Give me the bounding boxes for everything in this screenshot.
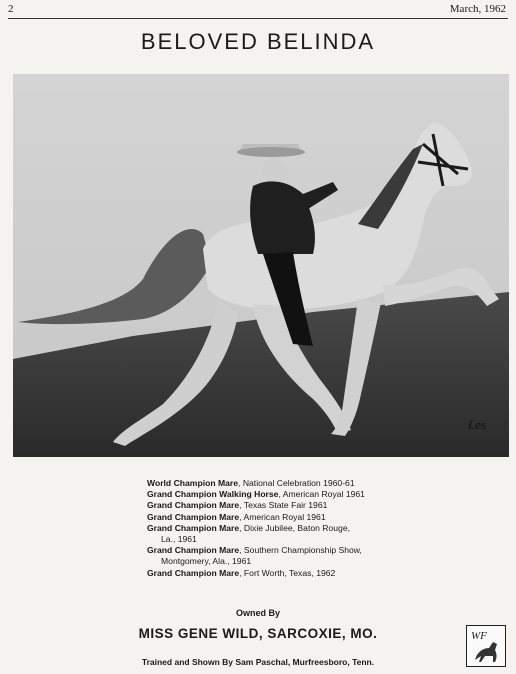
honor-title: World Champion Mare <box>147 478 239 488</box>
publication-logo <box>466 625 506 667</box>
rider-head <box>262 157 288 183</box>
page-number: 2 <box>8 3 14 15</box>
honor-item <box>147 545 407 556</box>
header-rule <box>8 18 508 19</box>
honor-detail: , Dixie Jubilee, Baton Rouge, <box>239 522 350 533</box>
honor-detail: , American Royal 1961 <box>278 489 365 500</box>
photo-signature: Les <box>468 417 487 432</box>
honor-title: Grand Champion Mare <box>147 545 240 556</box>
horse-logo-icon <box>467 626 505 666</box>
horse-photo-illustration <box>13 74 509 457</box>
honor-item <box>147 523 407 534</box>
honor-detail-continued: La., 1961 <box>161 534 197 545</box>
honor-title: Grand Champion Mare <box>147 567 240 578</box>
honor-item <box>147 489 407 500</box>
trainer-credit: Trained and Shown By Sam Paschal, Murfreesboro, Tenn. <box>141 657 375 667</box>
honor-title: Grand Champion Mare <box>147 500 240 511</box>
issue-date: March, 1962 <box>449 3 506 15</box>
owner-name: MISS GENE WILD, SARCOXIE, MO. <box>138 626 378 641</box>
horse-photo <box>13 74 509 457</box>
honor-detail: , National Celebration 1960-61 <box>238 478 355 488</box>
honor-detail-continued: Montgomery, Ala., 1961 <box>161 556 252 567</box>
honor-item <box>147 478 407 489</box>
honor-detail: , American Royal 1961 <box>239 511 326 522</box>
page-title: BELOVED BELINDA <box>140 29 376 54</box>
honor-title: Grand Champion Walking Horse <box>147 489 279 500</box>
honor-title: Grand Champion Mare <box>147 511 240 522</box>
honor-title: Grand Champion Mare <box>147 522 240 533</box>
honor-item <box>147 500 407 511</box>
honor-item <box>147 512 407 523</box>
honor-detail: , Fort Worth, Texas, 1962 <box>239 567 336 578</box>
honor-detail: , Southern Championship Show, <box>239 545 362 556</box>
logo-text: WF <box>471 630 487 642</box>
honor-item <box>147 568 407 579</box>
honors-list <box>147 478 407 579</box>
owned-by-label: Owned By <box>235 608 280 618</box>
honor-detail: , Texas State Fair 1961 <box>239 500 328 511</box>
